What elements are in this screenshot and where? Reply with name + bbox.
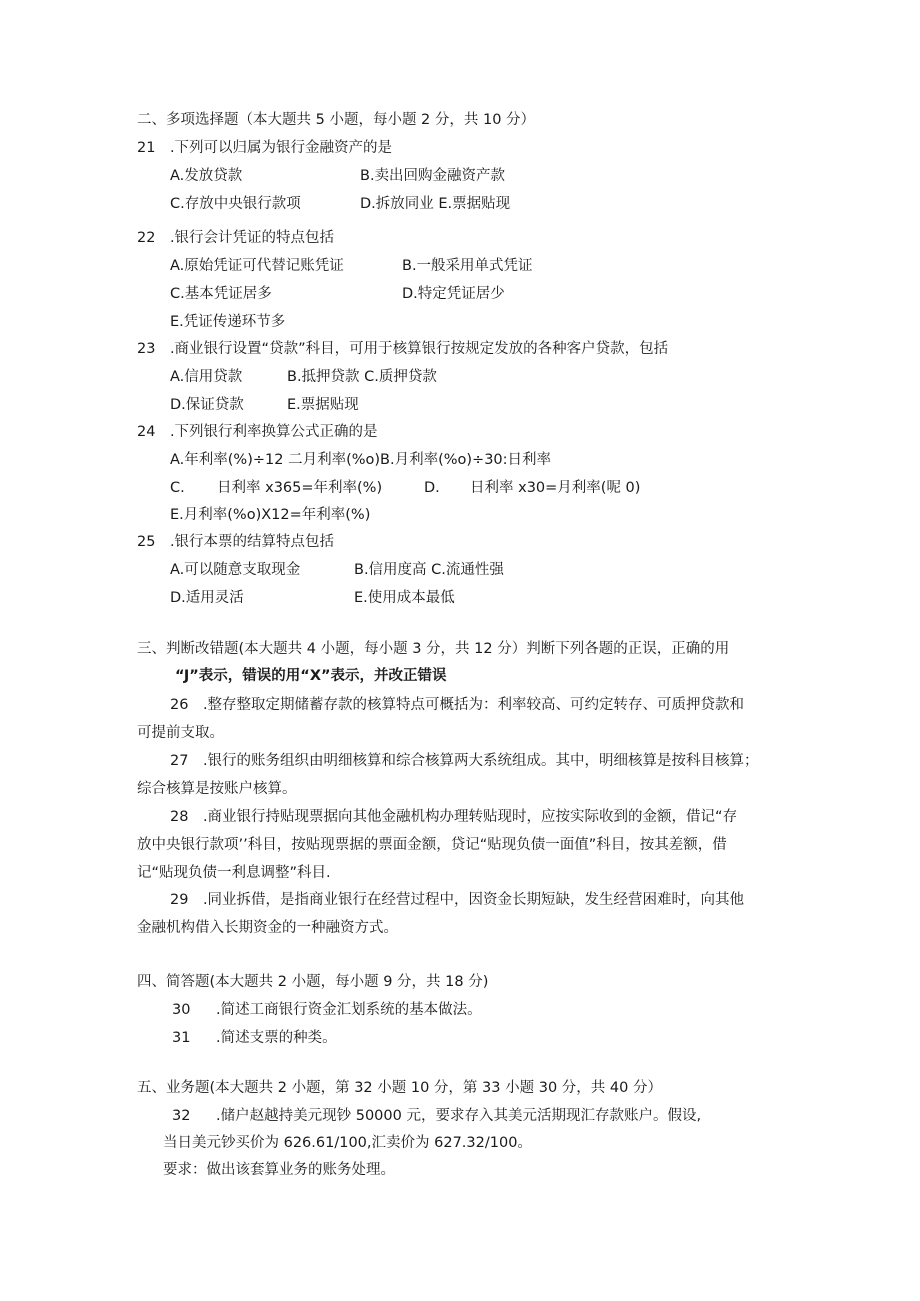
q24-option-d-text: 日利率 x30=月利率(呢 0) [470, 480, 641, 496]
question-25-stem: 25 .银行本票的结算特点包括 [137, 534, 335, 550]
q21-option-a: A.发放贷款 [170, 168, 243, 184]
q24-option-d-label: D. [424, 480, 440, 496]
section-5-heading: 五、业务题(本大题共 2 小题，第 32 小题 10 分，第 33 小题 30 分，共 40 分） [137, 1080, 662, 1096]
question-21-stem: 21 .下列可以归属为银行金融资产的是 [137, 140, 393, 156]
q23-option-e: E.票据贴现 [287, 397, 359, 413]
q25-option-b-c: B.信用度高 C.流通性强 [354, 562, 504, 578]
q21-option-b: B.卖出回购金融资产款 [360, 168, 506, 184]
q22-option-a: A.原始凭证可代替记账凭证 [170, 258, 344, 274]
item-32-number: 32 [172, 1108, 191, 1124]
item-30-text: .简述工商银行资金汇划系统的基本做法。 [216, 1002, 482, 1018]
q23-option-d: D.保证贷款 [170, 397, 244, 413]
item-30-number: 30 [172, 1002, 191, 1018]
q25-option-e: E.使用成本最低 [354, 590, 455, 606]
item-32-line1: .储户赵越持美元现钞 50000 元，要求存入其美元活期现汇存款账户。假设, [216, 1108, 702, 1124]
item-32-requirement: 要求：做出该套算业务的账务处理。 [163, 1162, 395, 1178]
section-3-heading-line2: “J”表示，错误的用“X”表示，并改正错误 [175, 668, 447, 684]
q23-option-b-c: B.抵押贷款 C.质押贷款 [287, 369, 437, 385]
section-3-heading-line1: 三、判断改错题(本大题共 4 小题，每小题 3 分，共 12 分）判断下列各题的正误，正确的用 [137, 641, 730, 657]
item-29-line1: 29 .同业拆借，是指商业银行在经营过程中，因资金长期短缺，发生经营困难时，向其他 [170, 892, 745, 908]
item-28-line2: 放中央银行款项’’科目，按贴现票据的票面金额，贷记“贴现负债一面值”科目，按其差额，借 [137, 837, 727, 853]
item-26-line1: 26 .整存整取定期储蓄存款的核算特点可概括为：利率较高、可约定转存、可质押贷款和 [170, 697, 745, 713]
q23-option-a: A.信用贷款 [170, 369, 243, 385]
q24-option-c-text: 日利率 x365=年利率(%) [217, 480, 383, 496]
section-2-heading: 二、多项选择题（本大题共 5 小题，每小题 2 分，共 10 分） [137, 112, 536, 128]
q22-option-c: C.基本凭证居多 [170, 286, 272, 302]
q22-option-d: D.特定凭证居少 [402, 286, 505, 302]
question-24-stem: 24 .下列银行利率换算公式正确的是 [137, 424, 378, 440]
item-31-text: .简述支票的种类。 [216, 1030, 337, 1046]
item-26-line2: 可提前支取。 [137, 725, 224, 741]
item-29-line2: 金融机构借入长期资金的一种融资方式。 [137, 920, 398, 936]
q21-option-c: C.存放中央银行款项 [170, 196, 301, 212]
question-23-stem: 23 .商业银行设置“贷款”科目，可用于核算银行按规定发放的各种客户贷款，包括 [137, 341, 669, 357]
q21-option-d-e: D.拆放同业 E.票据贴现 [360, 196, 511, 212]
q22-option-b: B.一般采用单式凭证 [402, 258, 533, 274]
q22-option-e: E.凭证传递环节多 [170, 314, 286, 330]
item-28-line1: 28 .商业银行持贴现票据向其他金融机构办理转贴现时，应按实际收到的金额，借记“存 [170, 809, 738, 825]
q24-option-a-b: A.年利率(%)÷12 二月利率(%o)B.月利率(%o)÷30:日利率 [170, 452, 552, 468]
item-27-line1: 27 .银行的账务组织由明细核算和综合核算两大系统组成。其中，明细核算是按科目核算； [170, 753, 759, 769]
item-32-line2: 当日美元钞买价为 626.61/100,汇卖价为 627.32/100。 [163, 1135, 532, 1151]
question-22-stem: 22 .银行会计凭证的特点包括 [137, 230, 335, 246]
section-4-heading: 四、简答题(本大题共 2 小题，每小题 9 分，共 18 分) [137, 974, 489, 990]
q25-option-d: D.适用灵活 [170, 590, 244, 606]
item-31-number: 31 [172, 1030, 191, 1046]
item-27-line2: 综合核算是按账户核算。 [137, 781, 297, 797]
item-28-line3: 记“贴现负债一利息调整”科目. [137, 865, 331, 881]
q25-option-a: A.可以随意支取现金 [170, 562, 301, 578]
q24-option-e: E.月利率(%o)X12=年利率(%) [170, 507, 371, 523]
q24-option-c-label: C. [170, 480, 185, 496]
